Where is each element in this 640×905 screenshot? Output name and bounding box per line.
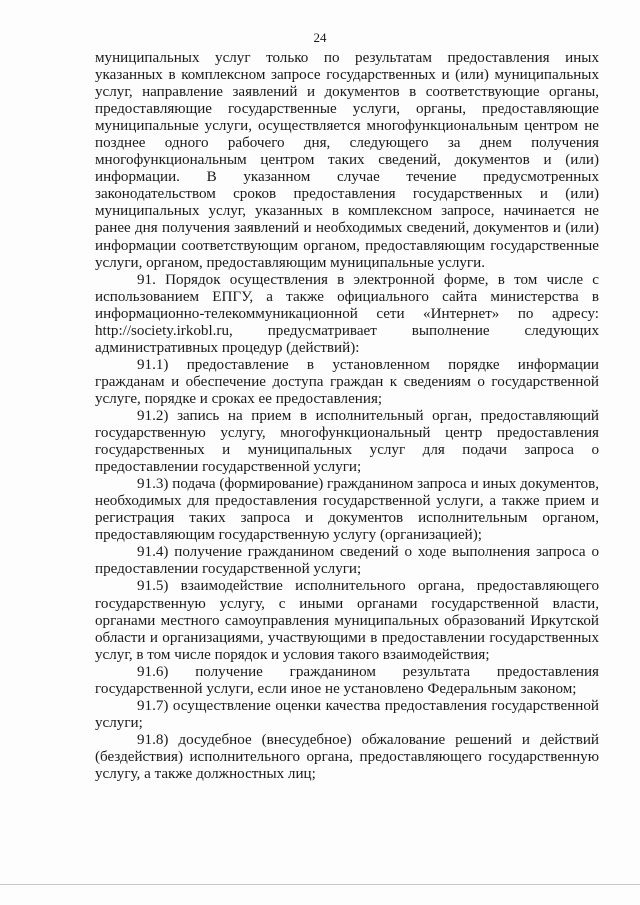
paragraph-91-4: 91.4) получение гражданином сведений о ходе выполнения запроса о предоставлении государственной услуги; <box>95 544 599 578</box>
document-body <box>95 50 599 783</box>
paragraph-continuation: муниципальных услуг только по результатам предоставления иных указанных в комплексном запросе государственных и (или) муниципальных услуг, направление заявлений и документов в соответствующие органы, предоставляющие государственные услуги, органы, предоставляющие муниципальные услуги, осуществляется многофункциональным центром не позднее одного рабочего дня, следующего за днем получения многофункциональным центром таких сведений, документов и (или) информации. В указанном случае течение предусмотренных законодательством сроков предоставления государственных и (или) муниципальных услуг, указанных в комплексном запросе, начинается не ранее дня получения заявлений и необходимых сведений, документов и (или) информации соответствующим органом, предоставляющим государственные услуги, органом, предоставляющим муниципальные услуги. <box>95 50 599 271</box>
paragraph-91-2: 91.2) запись на прием в исполнительный орган, предоставляющий государственную услугу, многофункциональный центр предоставления государственных и муниципальных услуг для подачи запроса о предоставлении государственной услуги; <box>95 407 599 476</box>
paragraph-91-1: 91.1) предоставление в установленном порядке информации гражданам и обеспечение доступа граждан к сведениям о государственной услуге, порядке и сроках ее предоставления; <box>95 356 599 407</box>
paragraph-91-8: 91.8) досудебное (внесудебное) обжалование решений и действий (бездействия) исполнительного органа, предоставляющего государственную услугу, а также должностных лиц; <box>95 731 599 782</box>
paragraph-91-7: 91.7) осуществление оценки качества предоставления государственной услуги; <box>95 697 599 731</box>
paragraph-91-6: 91.6) получение гражданином результата предоставления государственной услуги, если иное не установлено Федеральным законом; <box>95 663 599 697</box>
paragraph-91-3: 91.3) подача (формирование) гражданином запроса и иных документов, необходимых для предоставления государственной услуги, а также прием и регистрация таких запроса и документов исполнительным органом, предоставляющим государственную услугу (организацией); <box>95 476 599 544</box>
scan-bottom-edge <box>0 884 640 885</box>
paragraph-91-5: 91.5) взаимодействие исполнительного органа, предоставляющего государственную услугу, с иными органами государственной власти, органами местного самоуправления муниципальных образований Иркутской области и организациями, участвующими в предоставлении государственных услуг, в том числе порядок и условия такого взаимодействия; <box>95 578 599 663</box>
page-number: 24 <box>313 30 327 45</box>
paragraph-91: 91. Порядок осуществления в электронной форме, в том числе с использованием ЕПГУ, а также официального сайта министерства в информационно-телекоммуникационной сети «Интернет» по адресу: http://society.irkobl.ru, предусматривает выполнение следующих административных процедур (действий): <box>95 271 599 356</box>
